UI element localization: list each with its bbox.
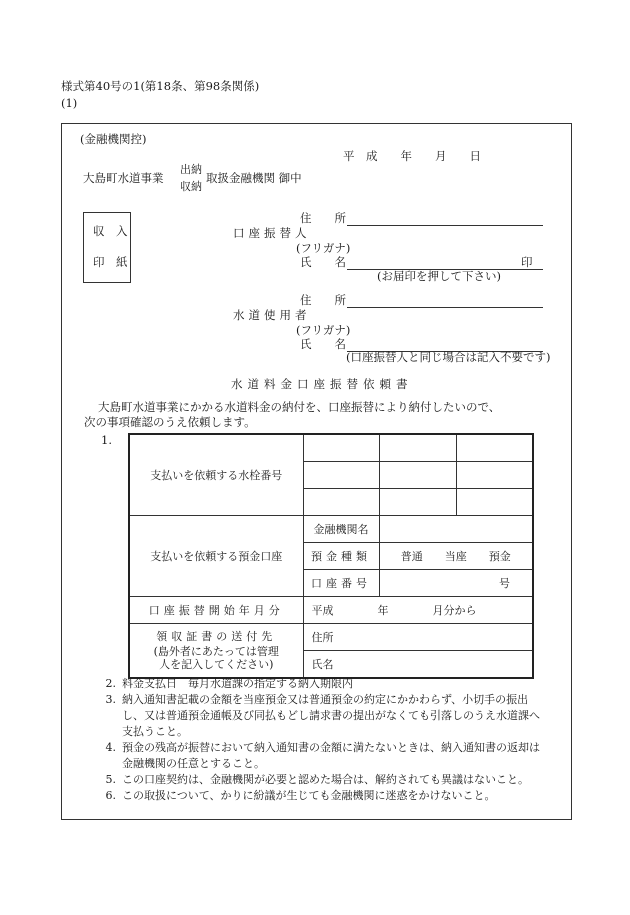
list-item [100,692,550,740]
note-text: 納入通知書記載の金額を当座預金又は普通預金の約定にかかわらず、小切手の振出し、又は普通預金通帳及び同払もどし請求書の提出がなくても引落しのうえ水道課へ支払うこと。 [122,693,540,738]
faucet-label: 支払いを依頼する水栓番号 [129,434,303,516]
notes-list [100,676,550,804]
account-no-field[interactable]: 号 [379,570,533,597]
faucet-cell[interactable] [456,434,533,462]
date-field[interactable]: 平 成 年 月 日 [343,149,481,163]
item1-number: 1. [101,433,112,447]
request-table [128,433,534,679]
stamp-line2: 印 紙 [93,255,128,269]
receipt-note: (島外者にあたっては管理人を記入してください) [153,645,279,671]
start-field[interactable]: 平成 年 月分から [303,597,533,624]
faucet-cell[interactable] [303,462,379,489]
user-address-field[interactable] [347,307,543,308]
addressee-bottom: 収納 [180,180,202,193]
note-text: この取扱について、かりに紛議が生じても金融機関に迷惑をかけないこと。 [122,789,496,802]
faucet-cell[interactable] [379,434,456,462]
note-number: 6. [105,789,116,802]
copy-label: (金融機関控) [80,132,147,146]
note-number: 3. [105,693,116,706]
addressee-top: 出納 [180,163,202,176]
table-row [129,434,533,462]
table-row [129,516,533,543]
intro-line1: 大島町水道事業にかかる水道料金の納付を、口座振替により納付したいので、 [98,400,501,414]
note-text: 料金支払日 毎月水道課の指定する納入期限内 [122,677,353,690]
form-sub-number: (1) [61,96,78,110]
list-item [100,772,550,788]
user-kana-label: (フリガナ) [296,323,351,337]
note-number: 5. [105,773,116,786]
payer-seal-note: (お届印を押して下さい) [377,269,501,283]
faucet-cell[interactable] [379,489,456,516]
account-no-label: 口座番号 [303,570,379,597]
receipt-address-field[interactable]: 住所 [303,624,533,651]
account-label: 支払いを依頼する預金口座 [129,516,303,597]
faucet-cell[interactable] [379,462,456,489]
payer-kana-label: (フリガナ) [296,241,351,255]
start-label: 口座振替開始年月分 [129,597,303,624]
bank-name-field[interactable] [379,516,533,543]
revenue-stamp-box [83,212,131,283]
deposit-type-options[interactable]: 普通 当座 預金 [379,543,533,570]
intro-line2: 次の事項確認のうえ依頼します。 [84,415,256,429]
payer-seal-mark: 印 [521,255,533,269]
table-row [129,624,533,651]
list-item [100,788,550,804]
bank-name-label: 金融機関名 [303,516,379,543]
note-text: 預金の残高が振替において納入通知書の金額に満たないときは、納入通知書の返却は金融機関の任意とすること。 [122,741,540,770]
faucet-cell[interactable] [303,489,379,516]
document-title: 水道料金口座振替依頼書 [231,377,413,391]
table-row [129,597,533,624]
stamp-line1: 収 入 [93,224,128,238]
list-item [100,676,550,692]
payer-label: 口座振替人 [233,226,311,240]
note-text: この口座契約は、金融機関が必要と認めた場合は、解約されても異議はないこと。 [122,773,529,786]
faucet-cell[interactable] [456,489,533,516]
note-number: 4. [105,741,116,754]
list-item [100,740,550,772]
deposit-type-label: 預金種類 [303,543,379,570]
receipt-name-field[interactable]: 氏名 [303,651,533,679]
faucet-cell[interactable] [303,434,379,462]
user-address-label: 住 所 [300,293,346,307]
note-number: 2. [105,677,116,690]
receipt-label-cell [129,624,303,679]
form-number: 様式第40号の1(第18条、第98条関係) [61,79,260,93]
user-note: (口座振替人と同じ場合は記入不要です) [346,350,551,364]
receipt-label: 領収証書の送付先 [156,630,277,643]
payer-address-label: 住 所 [300,211,346,225]
user-label: 水道使用者 [233,308,311,322]
user-name-label: 氏 名 [300,337,346,351]
addressee-prefix: 大島町水道事業 [83,171,164,185]
addressee-suffix: 取扱金融機関 御中 [206,171,302,185]
faucet-cell[interactable] [456,462,533,489]
payer-address-field[interactable] [347,225,543,226]
payer-name-label: 氏 名 [300,255,346,269]
